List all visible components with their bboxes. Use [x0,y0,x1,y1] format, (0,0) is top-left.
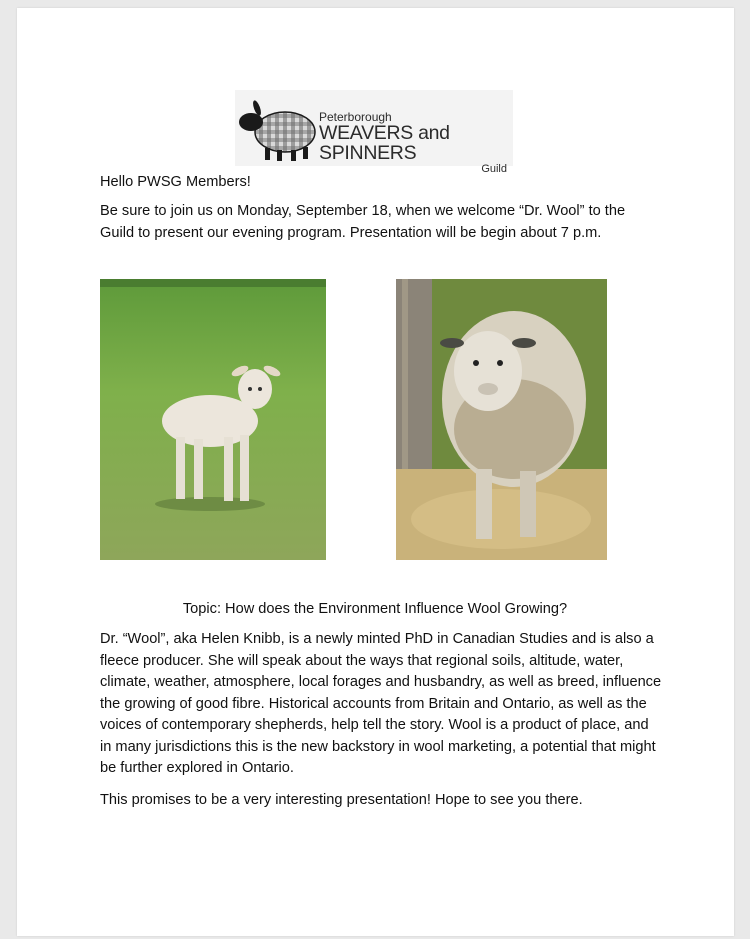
document-page [17,8,734,936]
bio-paragraph: Dr. “Wool”, aka Helen Knibb, is a newly minted PhD in Canadian Studies and is also a fleece producer. She will speak about the ways that regional soils, altitude, water, climate, weather, atmosphere, local forages and husbandry, as well as breed, influence the growing of good fibre. Historical accounts from Britain and Ontario, as well as the voices of contemporary shepherds, help tell the story. Wool is a product of place, and in many jurisdictions this is the new backstory in wool marketing, a potential that might be further explored in Ontario. [100,631,662,776]
logo-name-small: Peterborough [319,110,392,124]
sheep-photo [396,279,607,560]
logo-wordmark [319,111,513,175]
sheep-logo-icon [235,90,319,166]
lamb-photo [100,279,326,560]
closing-paragraph: This promises to be a very interesting presentation! Hope to see you there. [100,792,583,808]
logo-name-big: WEAVERS and SPINNERS [319,122,450,164]
greeting: Hello PWSG Members! [100,174,251,190]
topic-heading: Topic: How does the Environment Influence Wool Growing? [182,601,568,617]
guild-logo [235,90,513,175]
intro-paragraph: Be sure to join us on Monday, September 18, when we welcome “Dr. Wool” to the Guild to present our evening program. Presentation will be begin about 7 p.m. [100,203,626,241]
logo-name-guild: Guild [481,163,507,175]
